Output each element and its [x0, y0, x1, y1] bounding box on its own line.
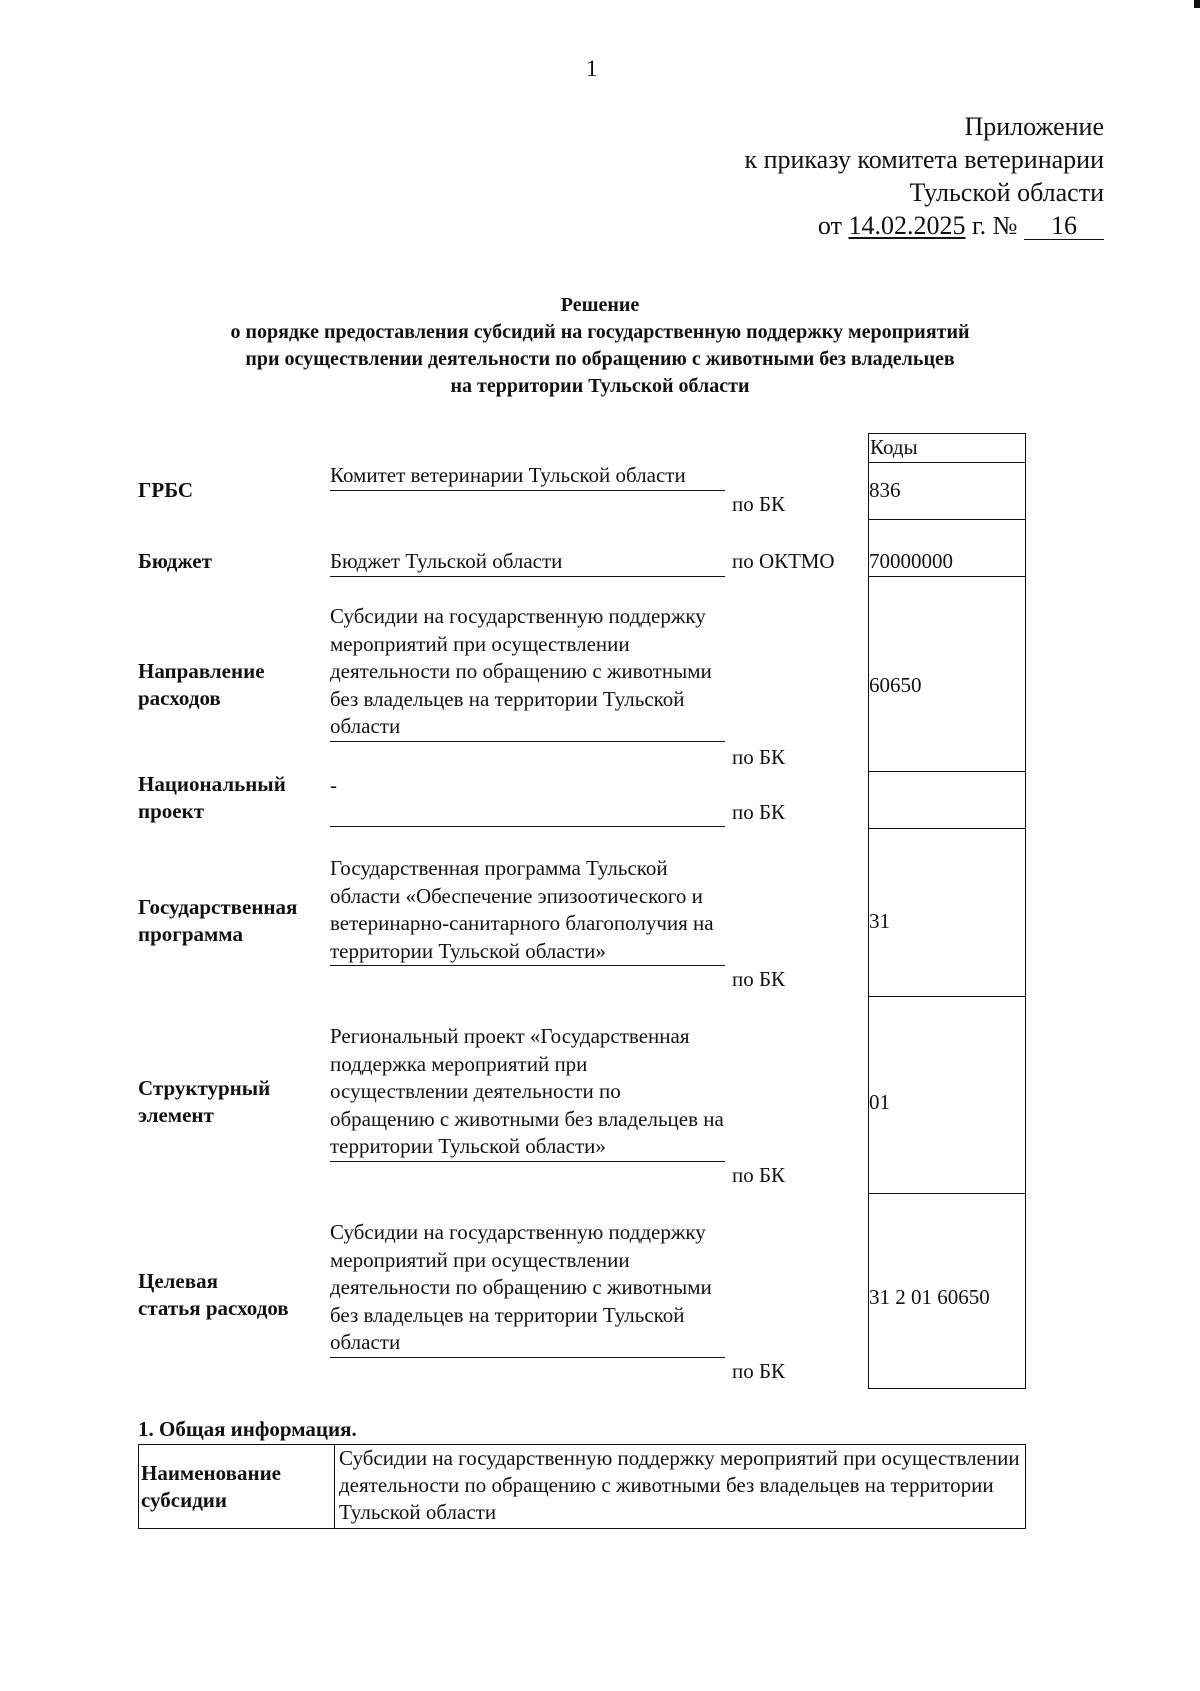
code-budget: 70000000 — [869, 549, 953, 573]
page-number: 1 — [586, 56, 598, 81]
subsidy-name-label: Наименование субсидии — [139, 1445, 335, 1528]
appendix-date-line — [744, 209, 1104, 242]
title-line-2: о порядке предоставления субсидий на государственную поддержку мероприятий — [230, 321, 970, 343]
label-direction: Направление расходов — [138, 659, 265, 710]
desc-national: - — [330, 772, 725, 827]
title-line-4: на территории Тульской области — [450, 375, 750, 397]
code-box-program — [868, 828, 1026, 996]
number-prefix: г. № — [971, 211, 1018, 240]
code-grbs: 836 — [869, 478, 901, 502]
subsidy-info-table — [138, 1444, 1026, 1529]
suffix-budget: по ОКТМО — [732, 549, 835, 573]
desc-budget: Бюджет Тульской области — [330, 548, 725, 577]
suffix-grbs: по БК — [732, 492, 786, 516]
code-direction: 60650 — [869, 673, 922, 697]
label-target: Целевая статья расходов — [138, 1269, 289, 1320]
code-box-national — [868, 771, 1026, 828]
order-number: 16 — [1024, 213, 1104, 240]
label-national: Национальный проект — [138, 772, 286, 823]
suffix-national: по БК — [732, 800, 786, 824]
order-date: 14.02.2025 — [848, 211, 966, 240]
desc-structural: Региональный проект «Государственная поддержка мероприятий при осуществлении деятельности по обращению с животными без владельцев на территории Тульской области» — [330, 1023, 725, 1162]
suffix-target: по БК — [732, 1359, 786, 1383]
suffix-program: по БК — [732, 967, 786, 991]
code-box-structural — [868, 996, 1026, 1193]
desc-direction: Субсидии на государственную поддержку мероприятий при осуществлении деятельности по обращению с животными без владельцев на территории Тульской области — [330, 603, 725, 742]
suffix-structural: по БК — [732, 1163, 786, 1187]
subsidy-name-value: Субсидии на государственную поддержку мероприятий при осуществлении деятельности по обращению с животными без владельцев на территории Тульской области — [339, 1446, 1020, 1524]
document-title — [100, 292, 1100, 400]
codes-header: Коды — [868, 433, 1026, 463]
scan-mark — [1194, 0, 1200, 8]
title-line-1: Решение — [560, 294, 640, 316]
appendix-line-3: Тульской области — [909, 178, 1104, 207]
label-budget: Бюджет — [138, 549, 212, 573]
date-prefix: от — [817, 211, 842, 240]
code-structural: 01 — [869, 1090, 890, 1114]
code-program: 31 — [869, 909, 890, 933]
desc-grbs: Комитет ветеринарии Тульской области — [330, 462, 725, 491]
code-target: 31 2 01 60650 — [869, 1285, 990, 1309]
desc-target: Субсидии на государственную поддержку мероприятий при осуществлении деятельности по обращению с животными без владельцев на территории Тульской области — [330, 1219, 725, 1358]
suffix-direction: по БК — [732, 745, 786, 769]
section-heading: 1. Общая информация. — [138, 1417, 357, 1441]
title-line-3: при осуществлении деятельности по обращению с животными без владельцев — [245, 348, 955, 370]
appendix-block — [744, 110, 1104, 242]
label-grbs: ГРБС — [138, 478, 194, 502]
label-program: Государственная программа — [138, 895, 298, 946]
label-structural: Структурный элемент — [138, 1076, 271, 1127]
appendix-line-2: к приказу комитета ветеринарии — [744, 145, 1104, 174]
desc-program: Государственная программа Тульской области «Обеспечение эпизоотического и ветеринарно-санитарного благополучия на территории Тульской области» — [330, 855, 725, 966]
appendix-line-1: Приложение — [964, 112, 1104, 141]
